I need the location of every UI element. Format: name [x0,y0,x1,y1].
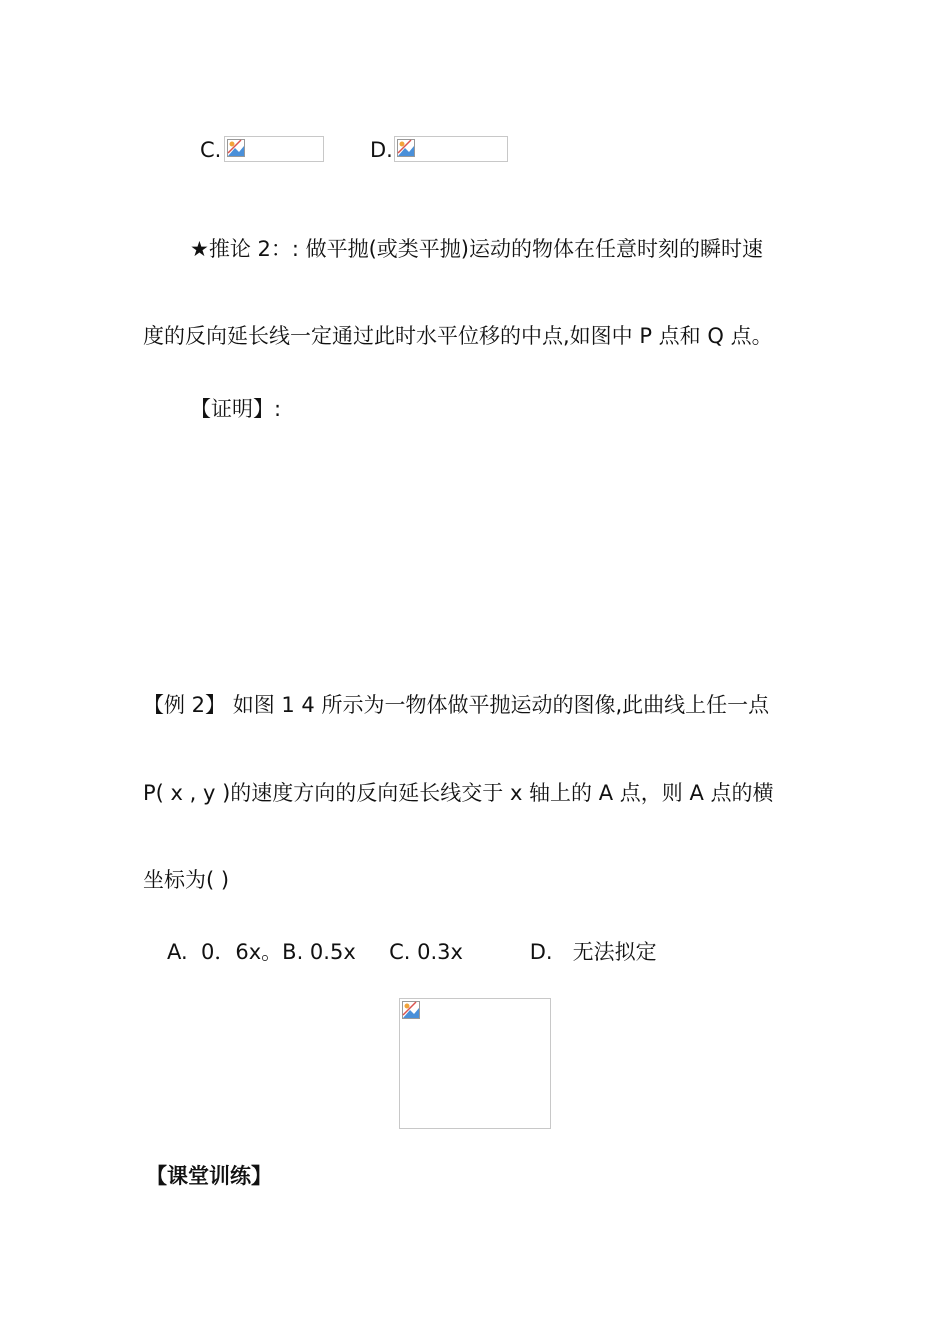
example-2-line-3: 坐标为( ) [143,868,230,892]
broken-image-icon [227,139,245,157]
example-2-line-1: 【例 2】 如图 1 4 所示为一物体做平抛运动的图像,此曲线上任一点 [143,693,770,717]
broken-image-icon [402,1001,420,1019]
option-d-label: D. [370,138,393,162]
figure-image [399,998,551,1129]
option-c-label: C. [200,138,222,162]
broken-image-icon [397,139,415,157]
corollary-line-2: 度的反向延长线一定通过此时水平位移的中点,如图中 P 点和 Q 点。 [143,324,773,348]
example-2-line-2: P( x , y )的速度方向的反向延长线交于 x 轴上的 A 点，则 A 点的横 [143,781,774,805]
example-2-choices: A. 0．6x。B. 0.5x C. 0.3x D. 无法拟定 [167,940,657,964]
option-c-image [224,136,324,162]
proof-label: 【证明】: [190,397,282,421]
corollary-line-1: ★推论 2：: 做平抛(或类平抛)运动的物体在任意时刻的瞬时速 [190,237,763,261]
section-title: 【课堂训练】 [146,1164,272,1188]
option-d-image [394,136,508,162]
